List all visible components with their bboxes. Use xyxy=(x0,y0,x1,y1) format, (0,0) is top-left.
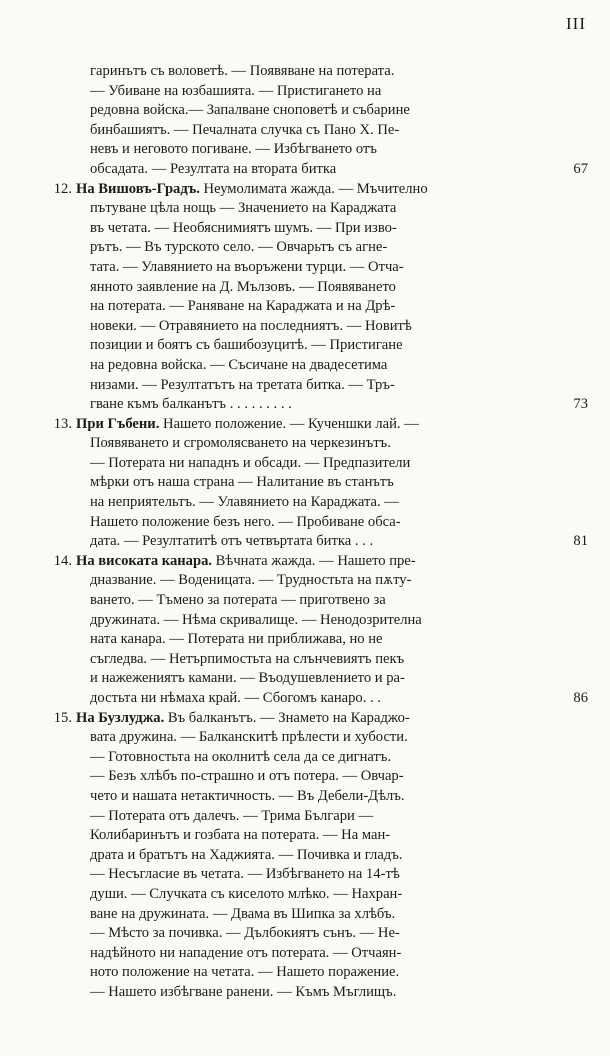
table-of-contents xyxy=(0,62,610,1003)
toc-line xyxy=(0,905,610,925)
toc-line xyxy=(0,180,610,200)
entry-text: на потерата. — Раняване на Караджата и на Дрѣ- xyxy=(90,298,396,315)
entry-text: ване на дружината. — Двама въ Шипка за хлѣбъ. xyxy=(90,905,396,922)
toc-line xyxy=(0,356,610,376)
toc-line xyxy=(0,552,610,572)
toc-line xyxy=(0,728,610,748)
entry-text: обсадата. — Резултата на втората битка xyxy=(90,160,337,177)
entry-text: Колибаринътъ и гозбата на потерата. — На ман- xyxy=(90,827,391,844)
entry-text: мѣрки отъ наша страна — Налитание въ станътъ xyxy=(90,474,394,491)
toc-entry xyxy=(0,62,610,180)
toc-line xyxy=(0,101,610,121)
entry-text: ната канара. — Потерата ни приближава, но не xyxy=(90,631,383,648)
entry-text: новеки. — Отравянието на последниятъ. — Новитѣ xyxy=(90,317,412,334)
toc-line xyxy=(0,317,610,337)
entry-text: вата дружина. — Балканскитѣ прѣлести и хубости. xyxy=(90,729,408,746)
entry-text: низами. — Резултатътъ на третата битка. — Тръ- xyxy=(90,376,395,393)
toc-entry xyxy=(0,552,610,709)
entry-text: ното положение на четата. — Нашето поражение. xyxy=(90,964,400,981)
toc-line xyxy=(0,258,610,278)
entry-text: невъ и неговото погиване. — Избѣгването отъ xyxy=(90,141,377,158)
toc-line xyxy=(0,336,610,356)
entry-text: на редовна войска. — Съсичане на двадесетима xyxy=(90,356,388,373)
entry-number: 12. xyxy=(53,180,72,197)
toc-line xyxy=(0,121,610,141)
entry-number: 14. xyxy=(53,552,72,569)
toc-line xyxy=(0,767,610,787)
toc-line xyxy=(0,532,610,552)
entry-text: достьта ни нѣмаха край. — Сбогомъ канаро. . . xyxy=(90,690,381,706)
toc-line xyxy=(0,278,610,298)
toc-entry xyxy=(0,180,610,415)
toc-line xyxy=(0,454,610,474)
entry-title: На Вишовъ-Градъ. xyxy=(76,180,200,197)
entry-text: съгледва. — Нетърпимостьта на слънчевиятъ пекъ xyxy=(90,650,405,667)
toc-line xyxy=(0,415,610,435)
toc-line xyxy=(0,82,610,102)
entry-text: янното заявление на Д. Мълзовъ. — Появяването xyxy=(90,278,396,295)
toc-line xyxy=(0,493,610,513)
toc-line xyxy=(0,689,610,709)
toc-line xyxy=(0,238,610,258)
entry-text: ването. — Тъмено за потерата — приготвено за xyxy=(90,592,386,609)
toc-line xyxy=(0,944,610,964)
entry-text: Неумолимата жажда. — Мъчително xyxy=(199,180,428,197)
entry-text: драта и братътъ на Хаджията. — Почивка и гладъ. xyxy=(90,846,403,863)
toc-line xyxy=(0,787,610,807)
entry-number: 15. xyxy=(53,709,72,726)
toc-line xyxy=(0,924,610,944)
toc-line xyxy=(0,983,610,1003)
entry-text: въ четата. — Необяснимиятъ шумъ. — При изво- xyxy=(90,219,397,236)
entry-text: и нажежениятъ камани. — Въодушевлението и ра- xyxy=(90,670,405,687)
entry-text: Появяването и сгромолясването на черкезинътъ. xyxy=(90,435,391,452)
toc-entry xyxy=(0,709,610,1003)
entry-text: гване къмъ балканътъ . . . . . . . . . xyxy=(90,396,292,413)
entry-text: позиции и боятъ съ башибозуцитѣ. — Пристигане xyxy=(90,337,403,354)
entry-text: дназвание. — Воденицата. — Трудностьта на пѫту- xyxy=(90,572,412,589)
entry-text: редовна войска.— Запалване сноповетѣ и събарине xyxy=(90,102,410,119)
entry-text: дата. — Резултатитѣ отъ четвъртата битка . . . xyxy=(90,533,374,550)
entry-title: При Гъбени. xyxy=(76,415,160,432)
toc-line xyxy=(0,826,610,846)
toc-line xyxy=(0,219,610,239)
entry-page-number: 67 xyxy=(573,160,588,177)
entry-page-number: 86 xyxy=(573,690,588,706)
entry-text: гаринътъ съ воловетѣ. — Появяване на потерата. xyxy=(90,63,395,79)
toc-line xyxy=(0,297,610,317)
toc-line xyxy=(0,669,610,689)
toc-line xyxy=(0,885,610,905)
toc-line xyxy=(0,376,610,396)
toc-line xyxy=(0,709,610,729)
toc-line xyxy=(0,865,610,885)
toc-line xyxy=(0,140,610,160)
entry-text: — Потерата ни нападнъ и обсади. — Предпазители xyxy=(90,454,411,471)
entry-number: 13. xyxy=(53,415,72,432)
toc-line xyxy=(0,62,610,82)
toc-line xyxy=(0,160,610,180)
entry-text: Въ балканътъ. — Знамето на Караджо- xyxy=(164,709,410,726)
entry-text: дружината. — Нѣма скривалище. — Ненодозрителна xyxy=(90,611,422,628)
toc-line xyxy=(0,650,610,670)
entry-text: Нашето положение. — Кученшки лай. — xyxy=(159,415,419,432)
toc-line xyxy=(0,513,610,533)
entry-text: чето и нашата нетактичность. — Въ Дебели-Дѣлъ. xyxy=(90,787,405,804)
entry-text: — Мѣсто за почивка. — Дълбокиятъ сънъ. — Не- xyxy=(90,925,400,942)
entry-text: пътуване цѣла нощь — Значението на Караджата xyxy=(90,200,397,217)
entry-text: — Убиване на юзбашията. — Пристигането на xyxy=(90,82,382,99)
entry-text: — Несъгласие въ четата. — Избѣгването на 14-тѣ xyxy=(90,866,400,883)
entry-text: души. — Случката съ киселото млѣко. — Нахран- xyxy=(90,885,403,902)
entry-text: Вѣчната жажда. — Нашето пре- xyxy=(212,552,416,569)
toc-line xyxy=(0,199,610,219)
entry-page-number: 73 xyxy=(573,396,588,413)
toc-line xyxy=(0,434,610,454)
entry-page-number: 81 xyxy=(573,533,588,550)
entry-text: — Готовностьта на околнитѣ села да се дигнатъ. xyxy=(90,748,392,765)
toc-line xyxy=(0,473,610,493)
entry-text: на неприятельтъ. — Улавянието на Караджата. — xyxy=(90,494,399,511)
entry-text: бинбашиятъ. — Печалната случка съ Пано Х. Пе- xyxy=(90,121,400,138)
entry-text: — Потерата отъ далечъ. — Трима Българи — xyxy=(90,807,374,824)
entry-text: — Безъ хлѣбъ по-страшно и отъ потера. — Овчар- xyxy=(90,768,404,785)
entry-text: Нашето положение безъ него. — Пробиване обса- xyxy=(90,513,401,530)
toc-line xyxy=(0,807,610,827)
entry-text: тата. — Улавянието на въоръжени турци. — Отча- xyxy=(90,258,404,275)
toc-line xyxy=(0,591,610,611)
entry-text: рътъ. — Въ турското село. — Овчарьтъ съ агнe- xyxy=(90,239,388,256)
entry-text: надѣйното ни нападение отъ потерата. — Отчаян- xyxy=(90,944,402,961)
toc-line xyxy=(0,611,610,631)
toc-entry xyxy=(0,415,610,552)
toc-line xyxy=(0,630,610,650)
entry-title: На Бузлуджа. xyxy=(76,709,165,726)
toc-line xyxy=(0,571,610,591)
toc-line xyxy=(0,395,610,415)
page-number: III xyxy=(566,14,586,33)
toc-line xyxy=(0,963,610,983)
entry-title: На високата канара. xyxy=(76,552,213,569)
toc-line xyxy=(0,846,610,866)
entry-text: — Нашето избѣгване ранени. — Къмъ Мъглищъ. xyxy=(90,983,397,1000)
toc-line xyxy=(0,748,610,768)
